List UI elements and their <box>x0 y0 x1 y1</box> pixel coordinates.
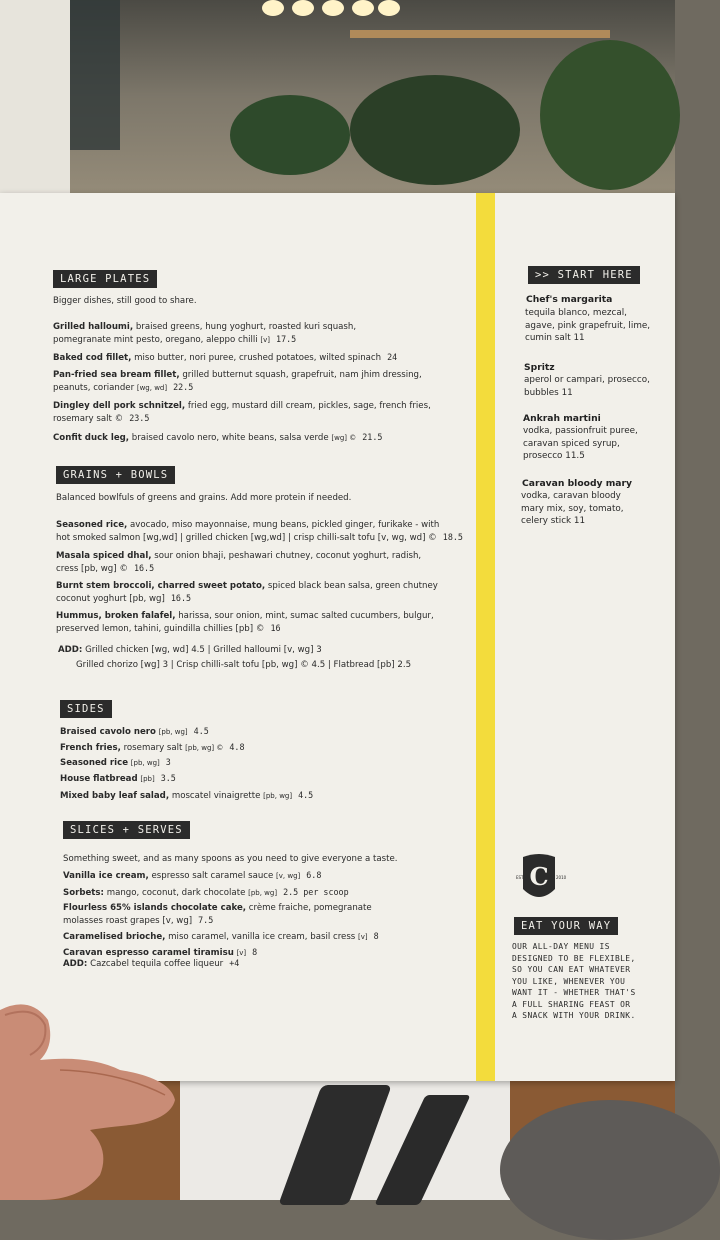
add-label: ADD: <box>58 645 83 655</box>
item-desc: molasses roast grapes [v, wg] <box>63 916 193 926</box>
item-price: 8 <box>373 931 379 941</box>
section-heading-start-here: >> START HERE <box>528 266 640 284</box>
item-name: Masala spiced dhal, <box>56 551 152 561</box>
item-price: 16.5 <box>170 593 192 603</box>
dietary-tag: [pb, wg] <box>263 792 293 800</box>
drink-desc-line: bubbles 11 <box>524 387 573 398</box>
menu-item <box>56 520 439 531</box>
eat-text-line: YOU LIKE, WHENEVER YOU <box>512 976 626 986</box>
yellow-divider <box>476 193 495 1081</box>
drink-desc-line: mary mix, soy, tomato, <box>521 503 624 514</box>
drink-desc-line: prosecco 11.5 <box>523 451 585 462</box>
item-name: Seasoned rice <box>60 758 129 768</box>
item-name: Caramelised brioche, <box>63 932 166 942</box>
menu-item-line <box>53 334 296 346</box>
item-desc: crème fraiche, pomegranate <box>246 903 372 913</box>
drink-name: Ankrah martini <box>523 413 601 424</box>
drink-desc-line: celery stick 11 <box>521 516 586 527</box>
menu-item <box>53 352 397 364</box>
background-plant <box>230 95 350 175</box>
add-ons-text: Cazcabel tequila coffee liqueur <box>87 959 224 969</box>
item-desc: spiced black bean salsa, green chutney <box>265 581 438 591</box>
side-item <box>60 742 245 754</box>
dietary-tag: [pb, wg] <box>158 728 188 736</box>
drink-desc-line: aperol or campari, prosecco, <box>524 375 650 385</box>
section-intro: Something sweet, and as many spoons as you need to give everyone a taste. <box>63 854 398 864</box>
eat-text-line: A FULL SHARING FEAST OR <box>512 999 631 1009</box>
item-price: 8 <box>252 947 258 957</box>
dietary-tag: [pb] <box>140 775 155 783</box>
section-heading-eat-your-way: EAT YOUR WAY <box>514 917 618 935</box>
eat-your-way-text <box>512 941 636 1022</box>
section-heading-large-plates: LARGE PLATES <box>53 270 157 288</box>
section-heading-sides: SIDES <box>60 700 112 718</box>
drink-desc <box>525 307 650 345</box>
dessert-item <box>63 931 379 943</box>
caravan-logo-icon <box>513 851 565 905</box>
menu-item-line <box>56 623 281 635</box>
item-price: 6.8 <box>306 870 322 880</box>
item-name: Sorbets: <box>63 888 104 898</box>
item-name: Flourless 65% islands chocolate cake, <box>63 903 247 913</box>
item-price: 4.5 <box>193 726 209 736</box>
item-price: 3 <box>165 757 171 767</box>
dietary-tag: [pb, wg] <box>248 889 278 897</box>
section-heading-grains-bowls: GRAINS + BOWLS <box>56 466 175 484</box>
dessert-item <box>63 870 321 882</box>
item-desc: moscatel vinaigrette <box>169 791 261 801</box>
item-desc: braised cavolo nero, white beans, salsa verde <box>129 433 329 443</box>
section-intro: Balanced bowlfuls of greens and grains. Add more protein if needed. <box>56 493 352 503</box>
eat-text-line: WANT IT - WHETHER THAT'S <box>512 988 636 997</box>
drink-desc-line: caravan spiced syrup, <box>523 438 620 449</box>
item-name: Vanilla ice cream, <box>63 871 149 881</box>
dietary-tag: [v, wg] <box>276 872 301 880</box>
background-plant <box>350 75 520 185</box>
menu-item <box>53 370 422 381</box>
menu-item <box>53 432 382 444</box>
item-price: 24 <box>387 352 398 362</box>
item-desc: avocado, miso mayonnaise, mung beans, pickled ginger, furikake - with <box>127 520 440 530</box>
svg-text:C: C <box>529 862 549 891</box>
dessert-item <box>63 887 349 899</box>
menu-item <box>53 401 431 412</box>
item-name: French fries, <box>60 743 121 753</box>
menu-item-line <box>56 593 191 605</box>
ceiling-light <box>292 0 314 16</box>
menu-item-line <box>56 563 154 575</box>
item-desc: miso caramel, vanilla ice cream, basil cress <box>165 932 356 942</box>
item-price: 21.5 <box>362 432 383 442</box>
drink-desc-line: agave, pink grapefruit, lime, <box>525 320 651 331</box>
item-name: Dingley dell pork schnitzel, <box>53 401 186 411</box>
menu-item-line <box>56 532 463 544</box>
drink-desc <box>524 374 650 399</box>
eat-text-line: SO YOU CAN EAT WHATEVER <box>512 965 631 974</box>
menu-item <box>56 581 438 592</box>
eat-text-line: DESIGNED TO BE FLEXIBLE, <box>512 953 636 963</box>
dietary-tag: [pb, wg] © <box>185 744 224 752</box>
item-name: Braised cavolo nero <box>60 727 156 737</box>
add-ons-text: Grilled chicken [wg, wd] 4.5 | Grilled halloumi [v, wg] 3 <box>85 645 322 655</box>
item-desc: miso butter, nori puree, crushed potatoes, wilted spinach <box>131 353 382 363</box>
item-price: 18.5 <box>442 532 463 542</box>
dessert-add-on <box>63 958 239 970</box>
menu-item-line <box>53 382 193 394</box>
hand <box>0 1000 180 1200</box>
background-plant <box>540 40 680 190</box>
eat-text-line: OUR ALL-DAY MENU IS <box>512 942 610 951</box>
item-price: +4 <box>229 958 240 968</box>
item-desc: espresso salt caramel sauce <box>148 871 274 881</box>
side-item <box>60 757 171 769</box>
side-item <box>60 773 176 785</box>
item-name: Pan-fried sea bream fillet, <box>53 370 180 380</box>
drink-desc-line: vodka, caravan bloody <box>521 491 621 501</box>
menu-item-line <box>53 413 149 425</box>
item-desc: mango, coconut, dark chocolate <box>103 888 246 898</box>
item-desc: preserved lemon, tahini, guindilla chillies [pb] © <box>56 624 265 634</box>
item-desc: hot smoked salmon [wg,wd] | grilled chicken [wg,wd] | crisp chilli-salt tofu [v, wg, wd] © <box>56 533 437 543</box>
dietary-tag: [v] <box>236 949 247 957</box>
item-desc: sour onion bhaji, peshawari chutney, coconut yoghurt, radish, <box>151 551 422 561</box>
item-price: 22.5 <box>173 382 194 392</box>
item-desc: rosemary salt <box>120 743 183 753</box>
item-desc: pomegranate mint pesto, oregano, aleppo chilli <box>53 335 258 345</box>
item-price: 4.5 <box>298 790 314 800</box>
item-price: 7.5 <box>198 915 214 925</box>
menu-item <box>56 611 434 622</box>
eat-text-line: A SNACK WITH YOUR DRINK. <box>512 1011 636 1020</box>
menu-item <box>53 322 356 333</box>
section-heading-slices-serves: SLICES + SERVES <box>63 821 190 839</box>
dessert-item-line <box>63 915 213 927</box>
dietary-tag: [wg] © <box>331 434 357 442</box>
menu-item <box>56 551 421 562</box>
drink-desc-line: cumin salt 11 <box>525 333 585 344</box>
svg-text:EST.: EST. <box>516 875 525 880</box>
ceiling-light <box>352 0 374 16</box>
add-label: ADD: <box>63 959 88 969</box>
item-desc: peanuts, coriander <box>53 383 135 393</box>
item-desc: harissa, sour onion, mint, sumac salted cucumbers, bulgur, <box>175 611 434 621</box>
item-name: Burnt stem broccoli, charred sweet potato, <box>56 581 266 591</box>
ceiling-light <box>262 0 284 16</box>
item-price: 16 <box>270 623 281 633</box>
add-ons-line <box>58 645 322 656</box>
drink-desc-line: vodka, passionfruit puree, <box>523 426 638 436</box>
drink-name: Chef's margarita <box>526 294 613 305</box>
item-name: Seasoned rice, <box>56 520 128 530</box>
item-name: Grilled halloumi, <box>53 322 134 332</box>
plate <box>500 1100 720 1240</box>
ceiling-light <box>378 0 400 16</box>
section-intro: Bigger dishes, still good to share. <box>53 296 197 306</box>
item-price: 23.5 <box>129 413 150 423</box>
add-ons-line: Grilled chorizo [wg] 3 | Crisp chilli-salt tofu [pb, wg] © 4.5 | Flatbread [pb] 2.5 <box>76 660 412 670</box>
item-name: Mixed baby leaf salad, <box>60 791 170 801</box>
item-price: 17.5 <box>276 334 297 344</box>
svg-text:2010: 2010 <box>556 875 567 880</box>
background-column <box>0 0 70 215</box>
item-name: Baked cod fillet, <box>53 353 132 363</box>
side-item <box>60 790 313 802</box>
menu-card <box>0 193 675 1081</box>
background-shelf <box>350 30 610 38</box>
drink-name: Caravan bloody mary <box>522 478 633 489</box>
item-desc: cress [pb, wg] © <box>56 564 128 574</box>
dessert-item <box>63 903 372 914</box>
item-name: Confit duck leg, <box>53 433 130 443</box>
item-name: Hummus, broken falafel, <box>56 611 176 621</box>
dietary-tag: [pb, wg] <box>130 759 160 767</box>
drink-name: Spritz <box>524 362 555 373</box>
item-desc: grilled butternut squash, grapefruit, nam jhim dressing, <box>179 370 422 380</box>
item-price: 3.5 <box>160 773 176 783</box>
item-name: Caravan espresso caramel tiramisu <box>63 948 234 958</box>
dietary-tag: [wg, wd] <box>136 384 168 392</box>
drink-desc-line: tequila blanco, mezcal, <box>525 308 627 318</box>
item-desc: coconut yoghurt [pb, wg] <box>56 594 165 604</box>
drink-desc <box>521 490 624 528</box>
item-name: House flatbread <box>60 774 138 784</box>
item-desc: rosemary salt © <box>53 414 124 424</box>
ceiling-light <box>322 0 344 16</box>
item-price: 4.8 <box>229 742 245 752</box>
item-desc: braised greens, hung yoghurt, roasted kuri squash, <box>133 322 357 332</box>
item-desc: fried egg, mustard dill cream, pickles, sage, french fries, <box>185 401 431 411</box>
dietary-tag: [v] <box>260 336 271 344</box>
side-item <box>60 726 209 738</box>
item-price: 16.5 <box>133 563 155 573</box>
item-price: 2.5 per scoop <box>283 887 349 897</box>
drink-desc <box>523 425 638 463</box>
dietary-tag: [v] <box>358 933 368 941</box>
